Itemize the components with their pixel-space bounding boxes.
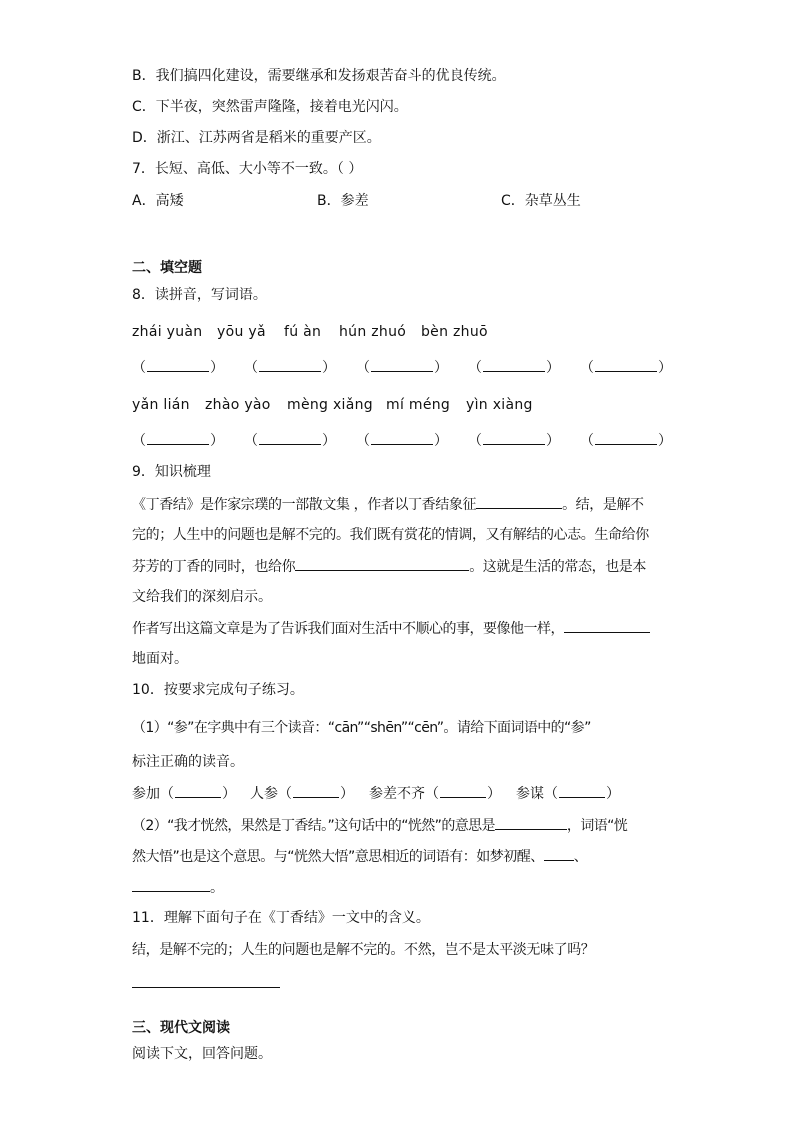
answer-blank[interactable]: （ ） [468, 357, 560, 378]
q10-blank-synonym-2[interactable] [132, 877, 210, 892]
answer-blank[interactable]: （ ） [132, 430, 224, 451]
section-3-intro: 阅读下文，回答问题。 [132, 1046, 272, 1062]
q9-paragraph-line: 文给我们的深刻启示。 [132, 589, 272, 605]
q11-stem: 11．理解下面句子在《丁香结》一文中的含义。 [132, 910, 430, 926]
q10-sub2-line: 。 [132, 877, 224, 898]
q9-paragraph-line: 地面对。 [132, 651, 188, 667]
q9-paragraph-line: 芬芳的丁香的同时，也给你 。这就是生活的常态，也是本 [132, 556, 646, 577]
section-2-title: 二、填空题 [132, 260, 202, 276]
answer-blank[interactable]: （ ） [580, 430, 672, 451]
answer-blank[interactable]: （ ） [356, 430, 448, 451]
pinyin-item: mèng xiǎng [287, 397, 373, 413]
answer-blank[interactable]: （ ） [468, 430, 560, 451]
q6-option-b: B．我们搞四化建设，需要继承和发扬艰苦奋斗的优良传统。 [132, 68, 506, 84]
q8-answer-row-2 [132, 430, 692, 450]
q10-word-blanks [132, 783, 692, 803]
q10-blank-meaning[interactable] [495, 815, 567, 830]
q7-option-c: C．杂草丛生 [501, 193, 581, 209]
q10-sub1-line: 标注正确的读音。 [132, 754, 244, 770]
q10-sub2-line: （2）“我才恍然，果然是丁香结。”这句话中的“恍然”的意思是 ，词语“恍 [132, 815, 627, 836]
section-3-title: 三、现代文阅读 [132, 1020, 230, 1036]
q10-stem: 10．按要求完成句子练习。 [132, 682, 304, 698]
q7-option-a: A．高矮 [132, 193, 184, 209]
answer-blank[interactable]: 人参（ ） [250, 783, 354, 804]
q6-option-c: C．下半夜，突然雷声隆隆，接着电光闪闪。 [132, 99, 408, 115]
answer-blank[interactable]: （ ） [132, 357, 224, 378]
q11-sentence: 结，是解不完的；人生的问题也是解不完的。不然，岂不是太平淡无味了吗？ [132, 942, 595, 958]
q8-pinyin-row-1 [132, 322, 692, 342]
answer-blank[interactable]: 参差不齐（ ） [369, 783, 501, 804]
q10-sub1-line: （1）“参”在字典中有三个读音：“cān”“shēn”“cēn”。请给下面词语中的“参” [132, 720, 591, 736]
answer-blank[interactable]: （ ） [356, 357, 448, 378]
answer-blank[interactable]: 参谋（ ） [516, 783, 620, 804]
answer-blank[interactable]: 参加（ ） [132, 783, 236, 804]
pinyin-item: zhái yuàn [132, 324, 203, 340]
pinyin-item: yōu yǎ [217, 324, 266, 340]
q9-stem: 9．知识梳理 [132, 464, 211, 480]
pinyin-item: mí méng [386, 397, 451, 413]
q10-sub2-line: 然大悟”也是这个意思。与“恍然大悟”意思相近的词语有：如梦初醒、 、 [132, 846, 587, 867]
q7-option-b: B．参差 [317, 193, 369, 209]
q6-option-d: D．浙江、江苏两省是稻米的重要产区。 [132, 130, 381, 146]
q8-answer-row-1 [132, 357, 692, 377]
pinyin-item: bèn zhuō [421, 324, 488, 340]
q11-answer-line[interactable] [132, 987, 280, 988]
q9-paragraph-line: 完的；人生中的问题也是解不完的。我们既有赏花的情调，又有解结的心志。生命给你 [132, 527, 649, 543]
q9-paragraph-line: 作者写出这篇文章是为了告诉我们面对生活中不顺心的事，要像他一样， [132, 618, 650, 639]
q9-paragraph-line: 《丁香结》是作家宗璞的一部散文集 ，作者以丁香结象征 。结，是解不 [132, 494, 644, 515]
pinyin-item: yìn xiàng [466, 397, 533, 413]
q9-blank-3[interactable] [564, 618, 650, 633]
pinyin-item: hún zhuó [339, 324, 407, 340]
answer-blank[interactable]: （ ） [244, 357, 336, 378]
pinyin-item: yǎn lián [132, 397, 190, 413]
q8-pinyin-row-2 [132, 395, 692, 415]
q10-blank-synonym-1[interactable] [544, 846, 574, 861]
q7-options [132, 191, 692, 211]
q8-stem: 8．读拼音，写词语。 [132, 287, 267, 303]
pinyin-item: zhào yào [205, 397, 271, 413]
q7-stem: 7．长短、高低、大小等不一致。（ ） [132, 161, 363, 177]
pinyin-item: fú àn [284, 324, 322, 340]
answer-blank[interactable]: （ ） [244, 430, 336, 451]
q9-blank-1[interactable] [476, 494, 562, 509]
q9-blank-2[interactable] [295, 556, 469, 571]
answer-blank[interactable]: （ ） [580, 357, 672, 378]
